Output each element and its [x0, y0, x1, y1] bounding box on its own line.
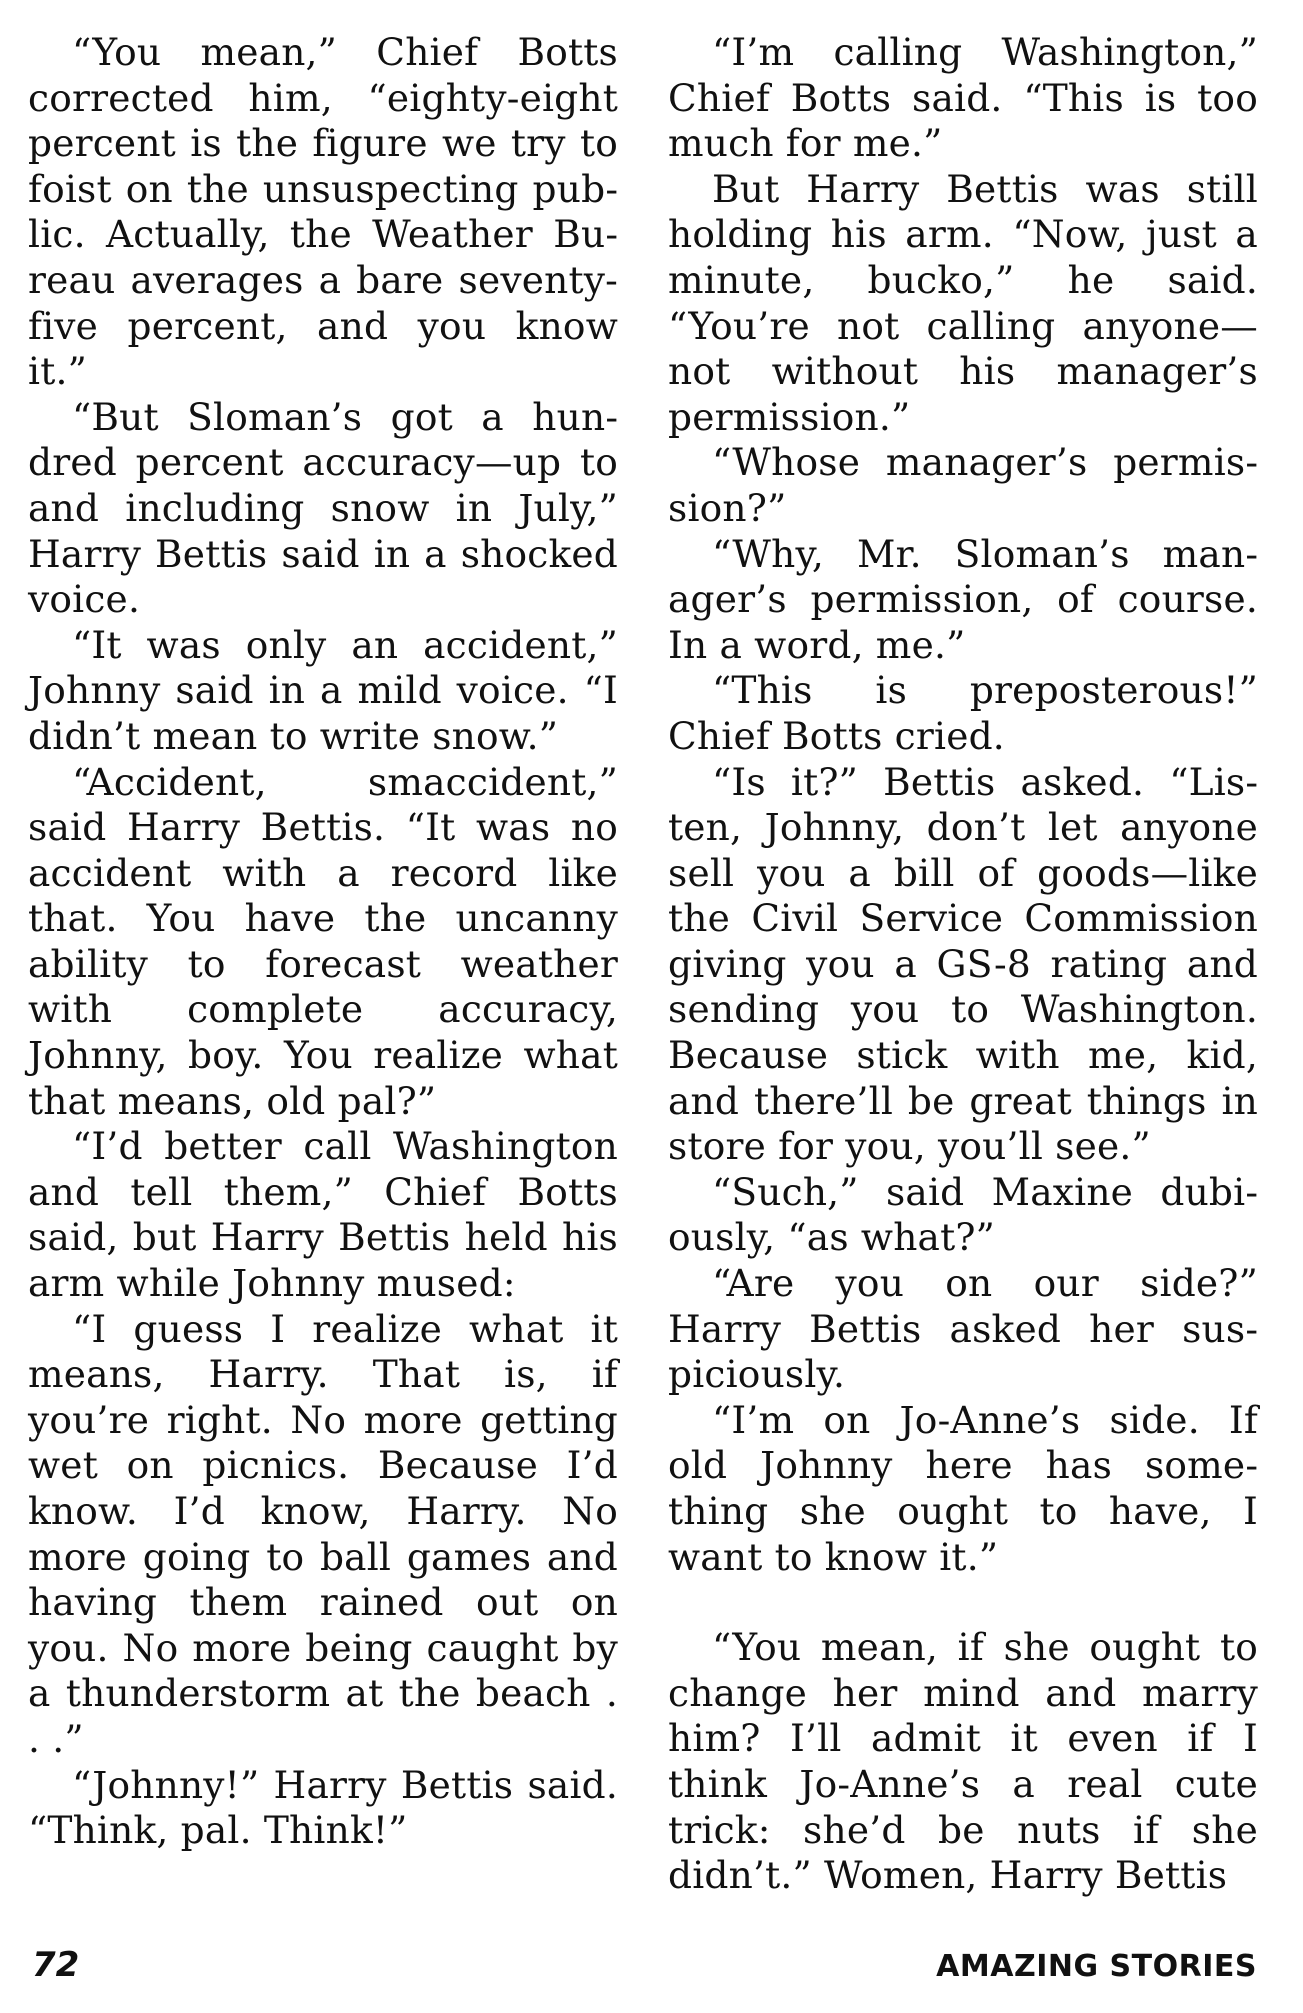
- right-text-column: [668, 30, 1258, 1899]
- paragraph: “This is preposterous!” Chief Botts cried.: [668, 668, 1258, 758]
- paragraph: “But Sloman’s got a hundred percent accuracy—up to and including snow in July,” Harry Bettis said in a shocked voice.: [28, 394, 618, 622]
- paragraph: “I’m calling Washington,” Chief Botts said. “This is too much for me.”: [668, 30, 1258, 166]
- paragraph: “Are you on our side?” Harry Bettis asked her suspiciously.: [668, 1261, 1258, 1397]
- paragraph: “Why, Mr. Sloman’s manager’s permission, of course. In a word, me.”: [668, 531, 1258, 667]
- paragraph: “I’d better call Washington and tell them,” Chief Botts said, but Harry Bettis held his arm while Johnny mused:: [28, 1124, 618, 1306]
- paragraph: “You mean,” Chief Botts corrected him, “eighty-eight percent is the figure we try to foist on the unsuspecting public. Actually, the Weather Bureau averages a bare seventy-five percent, and you know it.”: [28, 30, 618, 394]
- paragraph: “I guess I realize what it means, Harry. That is, if you’re right. No more getting wet on picnics. Because I’d know. I’d know, Harry. No more going to ball games and having them rained out on you. No more being caught by a thunderstorm at the beach . . .”: [28, 1306, 618, 1761]
- paragraph: But Harry Bettis was still holding his arm. “Now, just a minute, bucko,” he said. “You’re not calling anyone—not without his manager’s permission.”: [668, 166, 1258, 439]
- page-number: 72: [32, 1945, 80, 1985]
- paragraph: “Accident, smaccident,” said Harry Bettis. “It was no accident with a record like that. You have the uncanny ability to forecast weather with complete accuracy, Johnny, boy. You realize what that means, old pal?”: [28, 759, 618, 1123]
- page-footer: [28, 1945, 1257, 1995]
- paragraph: “It was only an accident,” Johnny said in a mild voice. “I didn’t mean to write snow.”: [28, 622, 618, 758]
- paragraph: “Such,” said Maxine dubiously, “as what?”: [668, 1169, 1258, 1260]
- paragraph: “I’m on Jo-Anne’s side. If old Johnny here has something she ought to have, I want to know it.”: [668, 1397, 1258, 1579]
- left-text-column: [28, 30, 618, 1854]
- paragraph: “Is it?” Bettis asked. “Listen, Johnny, don’t let anyone sell you a bill of goods—like the Civil Service Commission giving you a GS-8 rating and sending you to Washington. Because stick with me, kid, and there’ll be great things in store for you, you’ll see.”: [668, 759, 1258, 1169]
- magazine-title: AMAZING STORIES: [936, 1949, 1257, 1984]
- paragraph: “Whose manager’s permission?”: [668, 440, 1258, 530]
- paragraph: “Johnny!” Harry Bettis said. “Think, pal. Think!”: [28, 1762, 618, 1853]
- paragraph: “You mean, if she ought to change her mind and marry him? I’ll admit it even if I think Jo-Anne’s a real cute trick: she’d be nuts if she didn’t.” Women, Harry Bettis: [668, 1625, 1258, 1898]
